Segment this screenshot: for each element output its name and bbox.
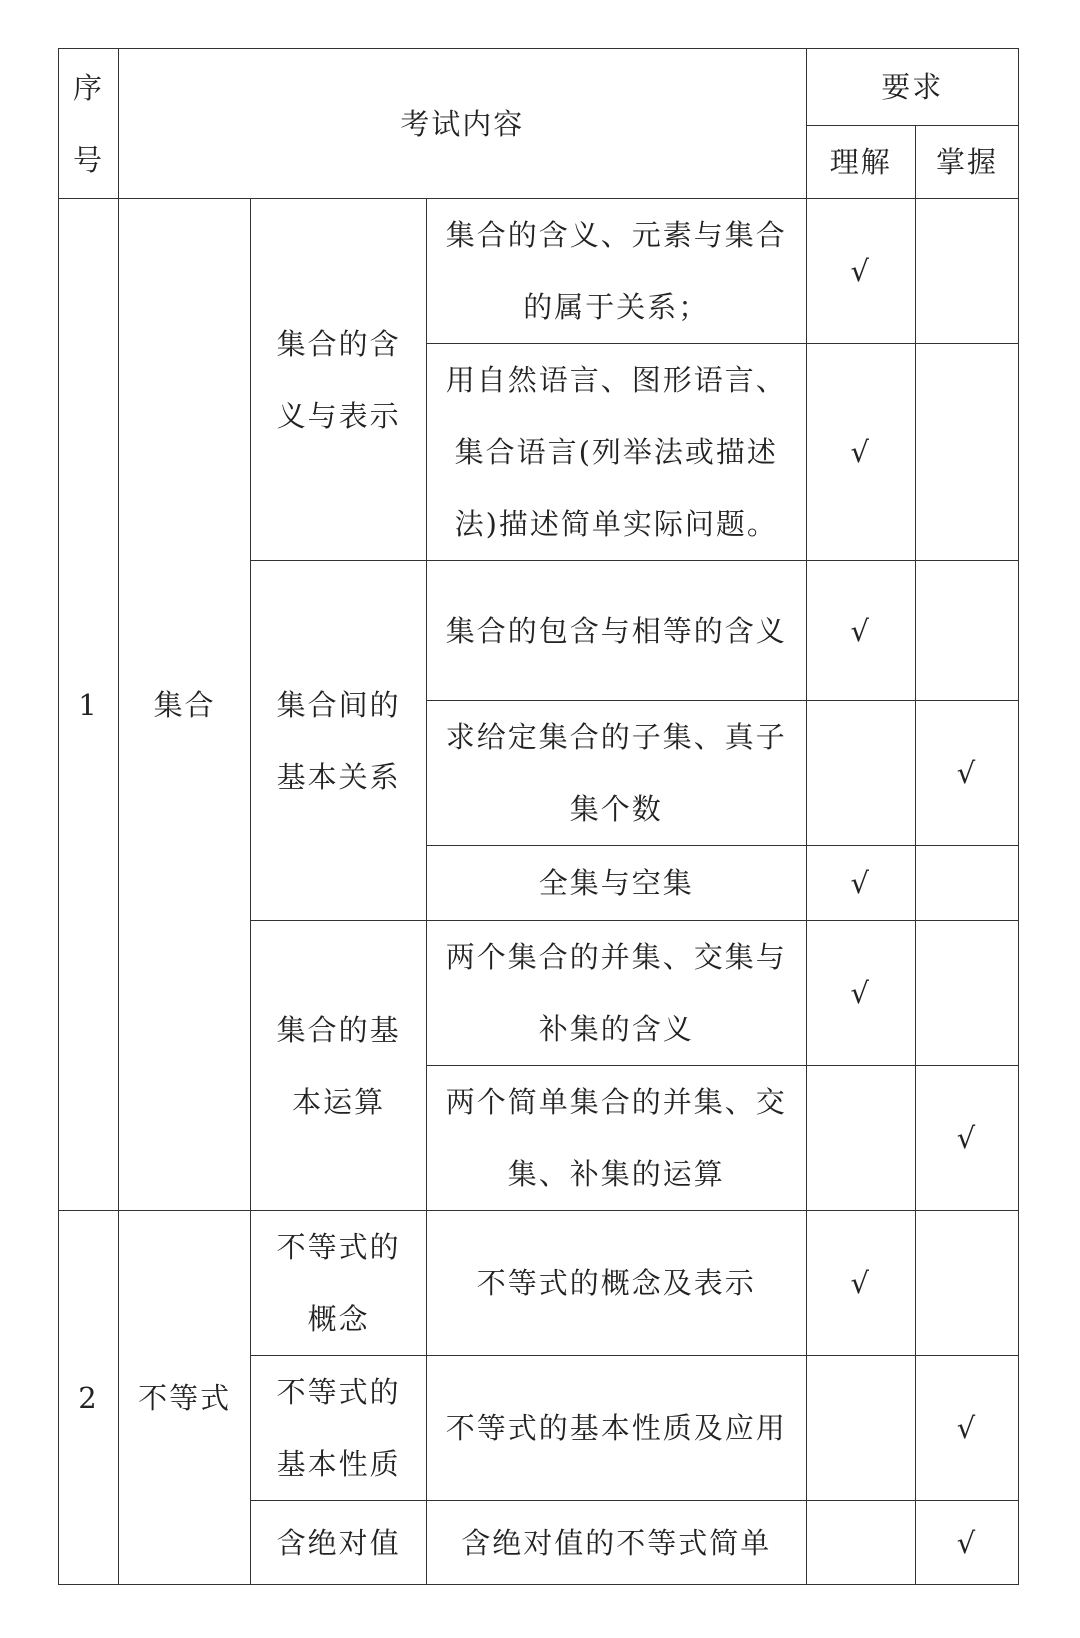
understand-cell — [806, 1356, 915, 1501]
check-mark-icon: √ — [956, 756, 978, 790]
check-mark-icon: √ — [850, 613, 871, 648]
check-mark-icon: √ — [850, 866, 871, 900]
check-mark-icon: √ — [956, 1121, 978, 1155]
check-mark-icon: √ — [956, 1411, 978, 1445]
understand-cell — [806, 199, 915, 344]
section-index: 2 — [59, 1211, 119, 1585]
understand-cell — [806, 1211, 915, 1356]
master-cell — [915, 1356, 1018, 1501]
understand-cell — [806, 561, 915, 701]
content-cell: 集合的包含与相等的含义 — [426, 561, 806, 701]
check-mark-icon: √ — [850, 976, 871, 1010]
subtopic-name: 不等式的基本性质 — [251, 1356, 427, 1501]
subtopic-name: 含绝对值 — [251, 1501, 427, 1585]
content-cell: 用自然语言、图形语言、集合语言(列举法或描述法)描述简单实际问题。 — [426, 344, 806, 561]
master-cell — [915, 1501, 1018, 1585]
table-row — [59, 199, 1019, 344]
master-cell — [915, 701, 1018, 846]
check-mark-icon: √ — [956, 1525, 978, 1560]
understand-cell — [806, 701, 915, 846]
master-cell — [915, 921, 1018, 1066]
understand-cell — [806, 846, 915, 921]
master-cell — [915, 1066, 1018, 1211]
content-cell: 全集与空集 — [426, 846, 806, 921]
master-cell — [915, 561, 1018, 701]
understand-cell — [806, 344, 915, 561]
check-mark-icon: √ — [850, 1266, 871, 1300]
content-header: 考试内容 — [118, 49, 806, 199]
section-topic: 不等式 — [118, 1211, 250, 1585]
content-cell: 含绝对值的不等式简单 — [426, 1501, 806, 1585]
table-row — [59, 1211, 1019, 1356]
content-cell: 两个集合的并集、交集与补集的含义 — [426, 921, 806, 1066]
master-cell — [915, 199, 1018, 344]
understand-cell — [806, 921, 915, 1066]
check-mark-icon: √ — [850, 435, 871, 469]
subtopic-name: 集合的含义与表示 — [251, 199, 427, 561]
understand-cell — [806, 1501, 915, 1585]
master-cell — [915, 1211, 1018, 1356]
understand-cell — [806, 1066, 915, 1211]
subtopic-name: 集合间的基本关系 — [251, 561, 427, 921]
content-cell: 不等式的概念及表示 — [426, 1211, 806, 1356]
subtopic-name: 集合的基本运算 — [251, 921, 427, 1211]
content-cell: 两个简单集合的并集、交集、补集的运算 — [426, 1066, 806, 1211]
requirement-header: 要求 — [806, 49, 1018, 126]
content-cell: 集合的含义、元素与集合的属于关系； — [426, 199, 806, 344]
content-cell: 不等式的基本性质及应用 — [426, 1356, 806, 1501]
master-header: 掌握 — [915, 126, 1018, 199]
exam-requirements-table — [58, 48, 1019, 1585]
understand-header: 理解 — [806, 126, 915, 199]
table-body — [59, 49, 1019, 1585]
check-mark-icon: √ — [850, 254, 871, 288]
section-index: 1 — [59, 199, 119, 1211]
subtopic-name: 不等式的概念 — [251, 1211, 427, 1356]
index-header: 序号 — [59, 49, 119, 199]
header-row-top — [59, 49, 1019, 126]
section-topic: 集合 — [118, 199, 250, 1211]
content-cell: 求给定集合的子集、真子集个数 — [426, 701, 806, 846]
master-cell — [915, 344, 1018, 561]
master-cell — [915, 846, 1018, 921]
